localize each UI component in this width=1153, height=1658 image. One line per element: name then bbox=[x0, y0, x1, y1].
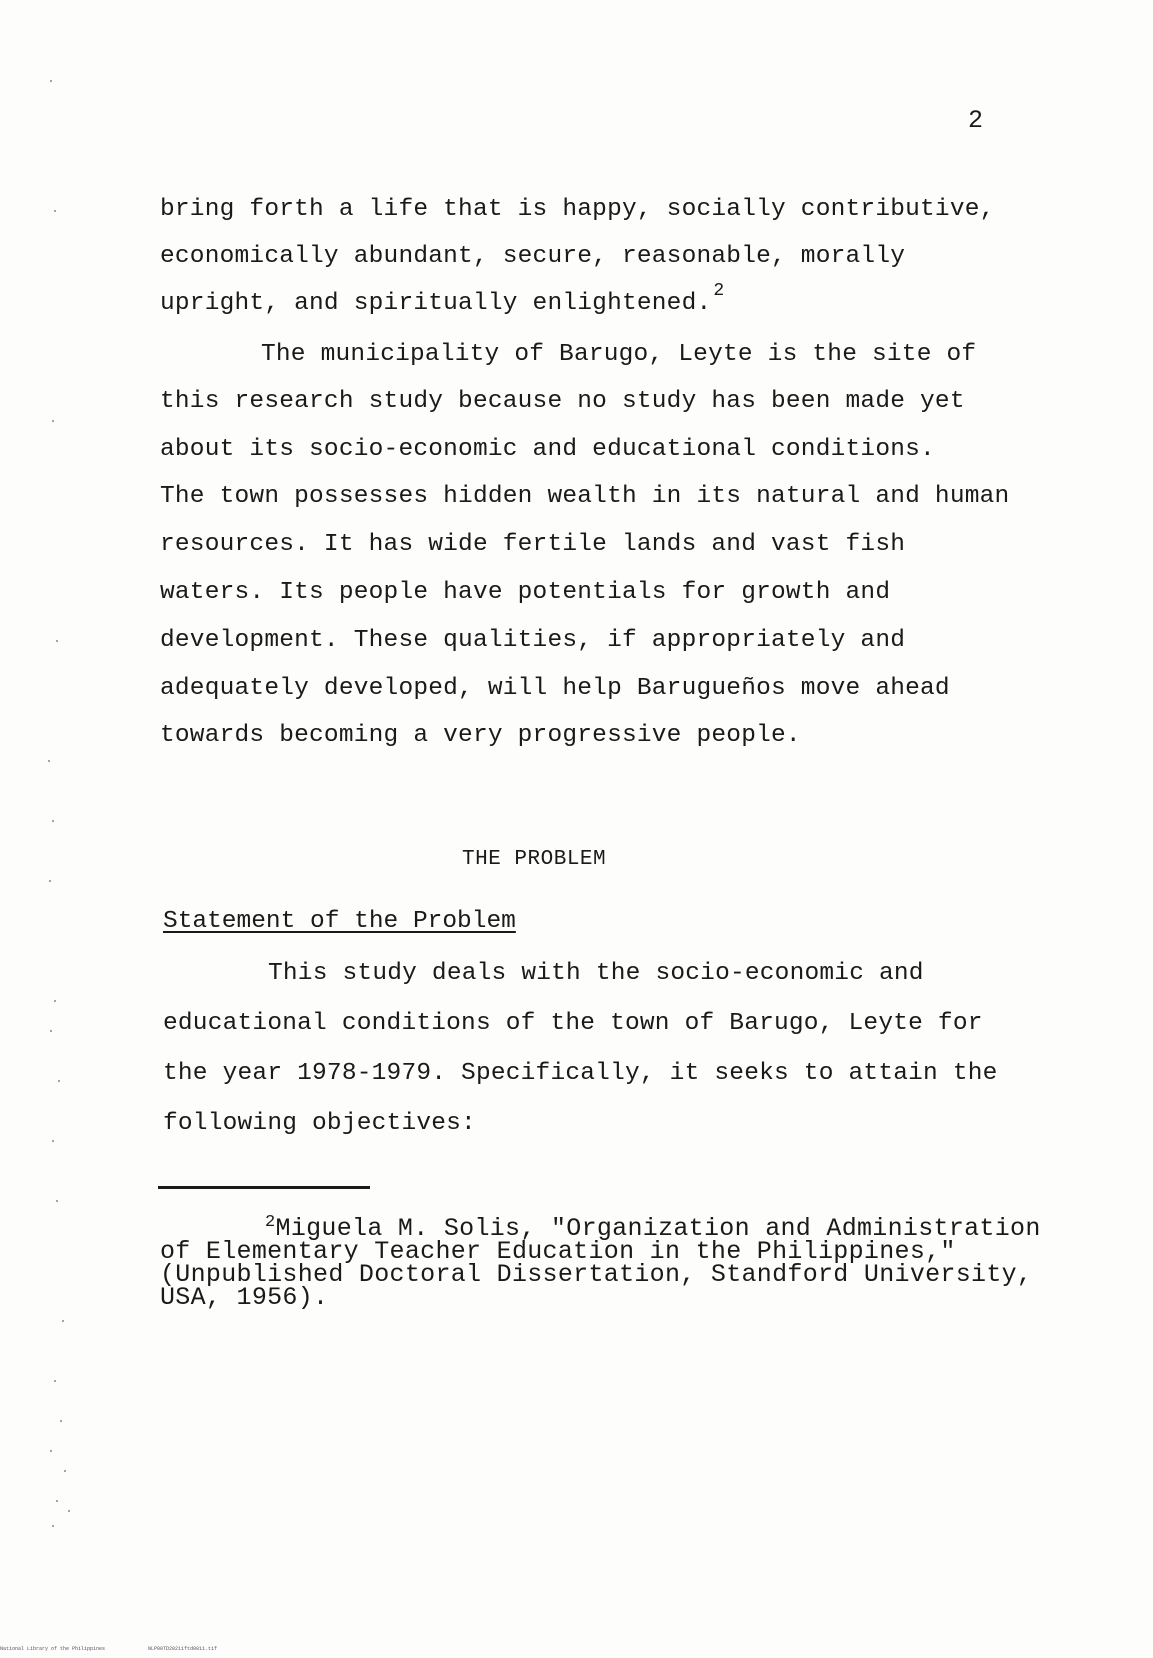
paragraph2-line-5: resources. It has wide fertile lands and vast fish bbox=[160, 531, 906, 558]
paragraph3-line-2: educational conditions of the town of Barugo, Leyte for bbox=[163, 1010, 983, 1037]
paragraph3-line-3: the year 1978-1979. Specifically, it seeks to attain the bbox=[163, 1060, 998, 1087]
paragraph2-line-9: towards becoming a very progressive people. bbox=[160, 722, 801, 749]
page-number: 2 bbox=[968, 106, 984, 135]
footnote-marker: 2 bbox=[265, 1213, 276, 1232]
footnote-rule bbox=[158, 1186, 370, 1189]
section-heading: THE PROBLEM bbox=[462, 848, 607, 871]
footer-library: National Library of the Philippines bbox=[0, 1646, 106, 1652]
paragraph3-line-1: This study deals with the socio-economic and bbox=[268, 960, 924, 987]
paragraph2-line-1: The municipality of Barugo, Leyte is the site of bbox=[261, 341, 977, 368]
subsection-heading: Statement of the Problem bbox=[163, 908, 516, 935]
footnote-line-3: (Unpublished Doctoral Dissertation, Standford University, bbox=[160, 1260, 1033, 1289]
footnote-line-1-text: Miguela M. Solis, "Organization and Administration bbox=[275, 1214, 1041, 1243]
footnote-reference: 2 bbox=[713, 281, 725, 301]
paragraph2-line-8: adequately developed, will help Barugueños move ahead bbox=[160, 675, 950, 702]
scan-margin-noise bbox=[40, 0, 100, 1658]
footer-file-id: NLP00TD20211ftd0011.tif bbox=[148, 1646, 218, 1652]
paragraph1-line-2: economically abundant, secure, reasonable, morally bbox=[160, 243, 906, 270]
paragraph2-line-2: this research study because no study has been made yet bbox=[160, 388, 965, 415]
footnote-line-4: USA, 1956). bbox=[160, 1283, 329, 1312]
paragraph1-line-3 bbox=[160, 281, 725, 317]
paragraph2-line-3: about its socio-economic and educational conditions. bbox=[160, 436, 935, 463]
paragraph1-line-1: bring forth a life that is happy, socially contributive, bbox=[160, 196, 995, 223]
paragraph1-line-3-text: upright, and spiritually enlightened. bbox=[160, 290, 712, 317]
paragraph2-line-6: waters. Its people have potentials for growth and bbox=[160, 579, 891, 606]
footnote-line-2: of Elementary Teacher Education in the Philippines," bbox=[160, 1237, 956, 1266]
paragraph2-line-4: The town possesses hidden wealth in its natural and human bbox=[160, 483, 1010, 510]
scan-footer bbox=[0, 1646, 257, 1652]
paragraph2-line-7: development. These qualities, if appropriately and bbox=[160, 627, 906, 654]
paragraph3-line-4: following objectives: bbox=[163, 1110, 476, 1137]
